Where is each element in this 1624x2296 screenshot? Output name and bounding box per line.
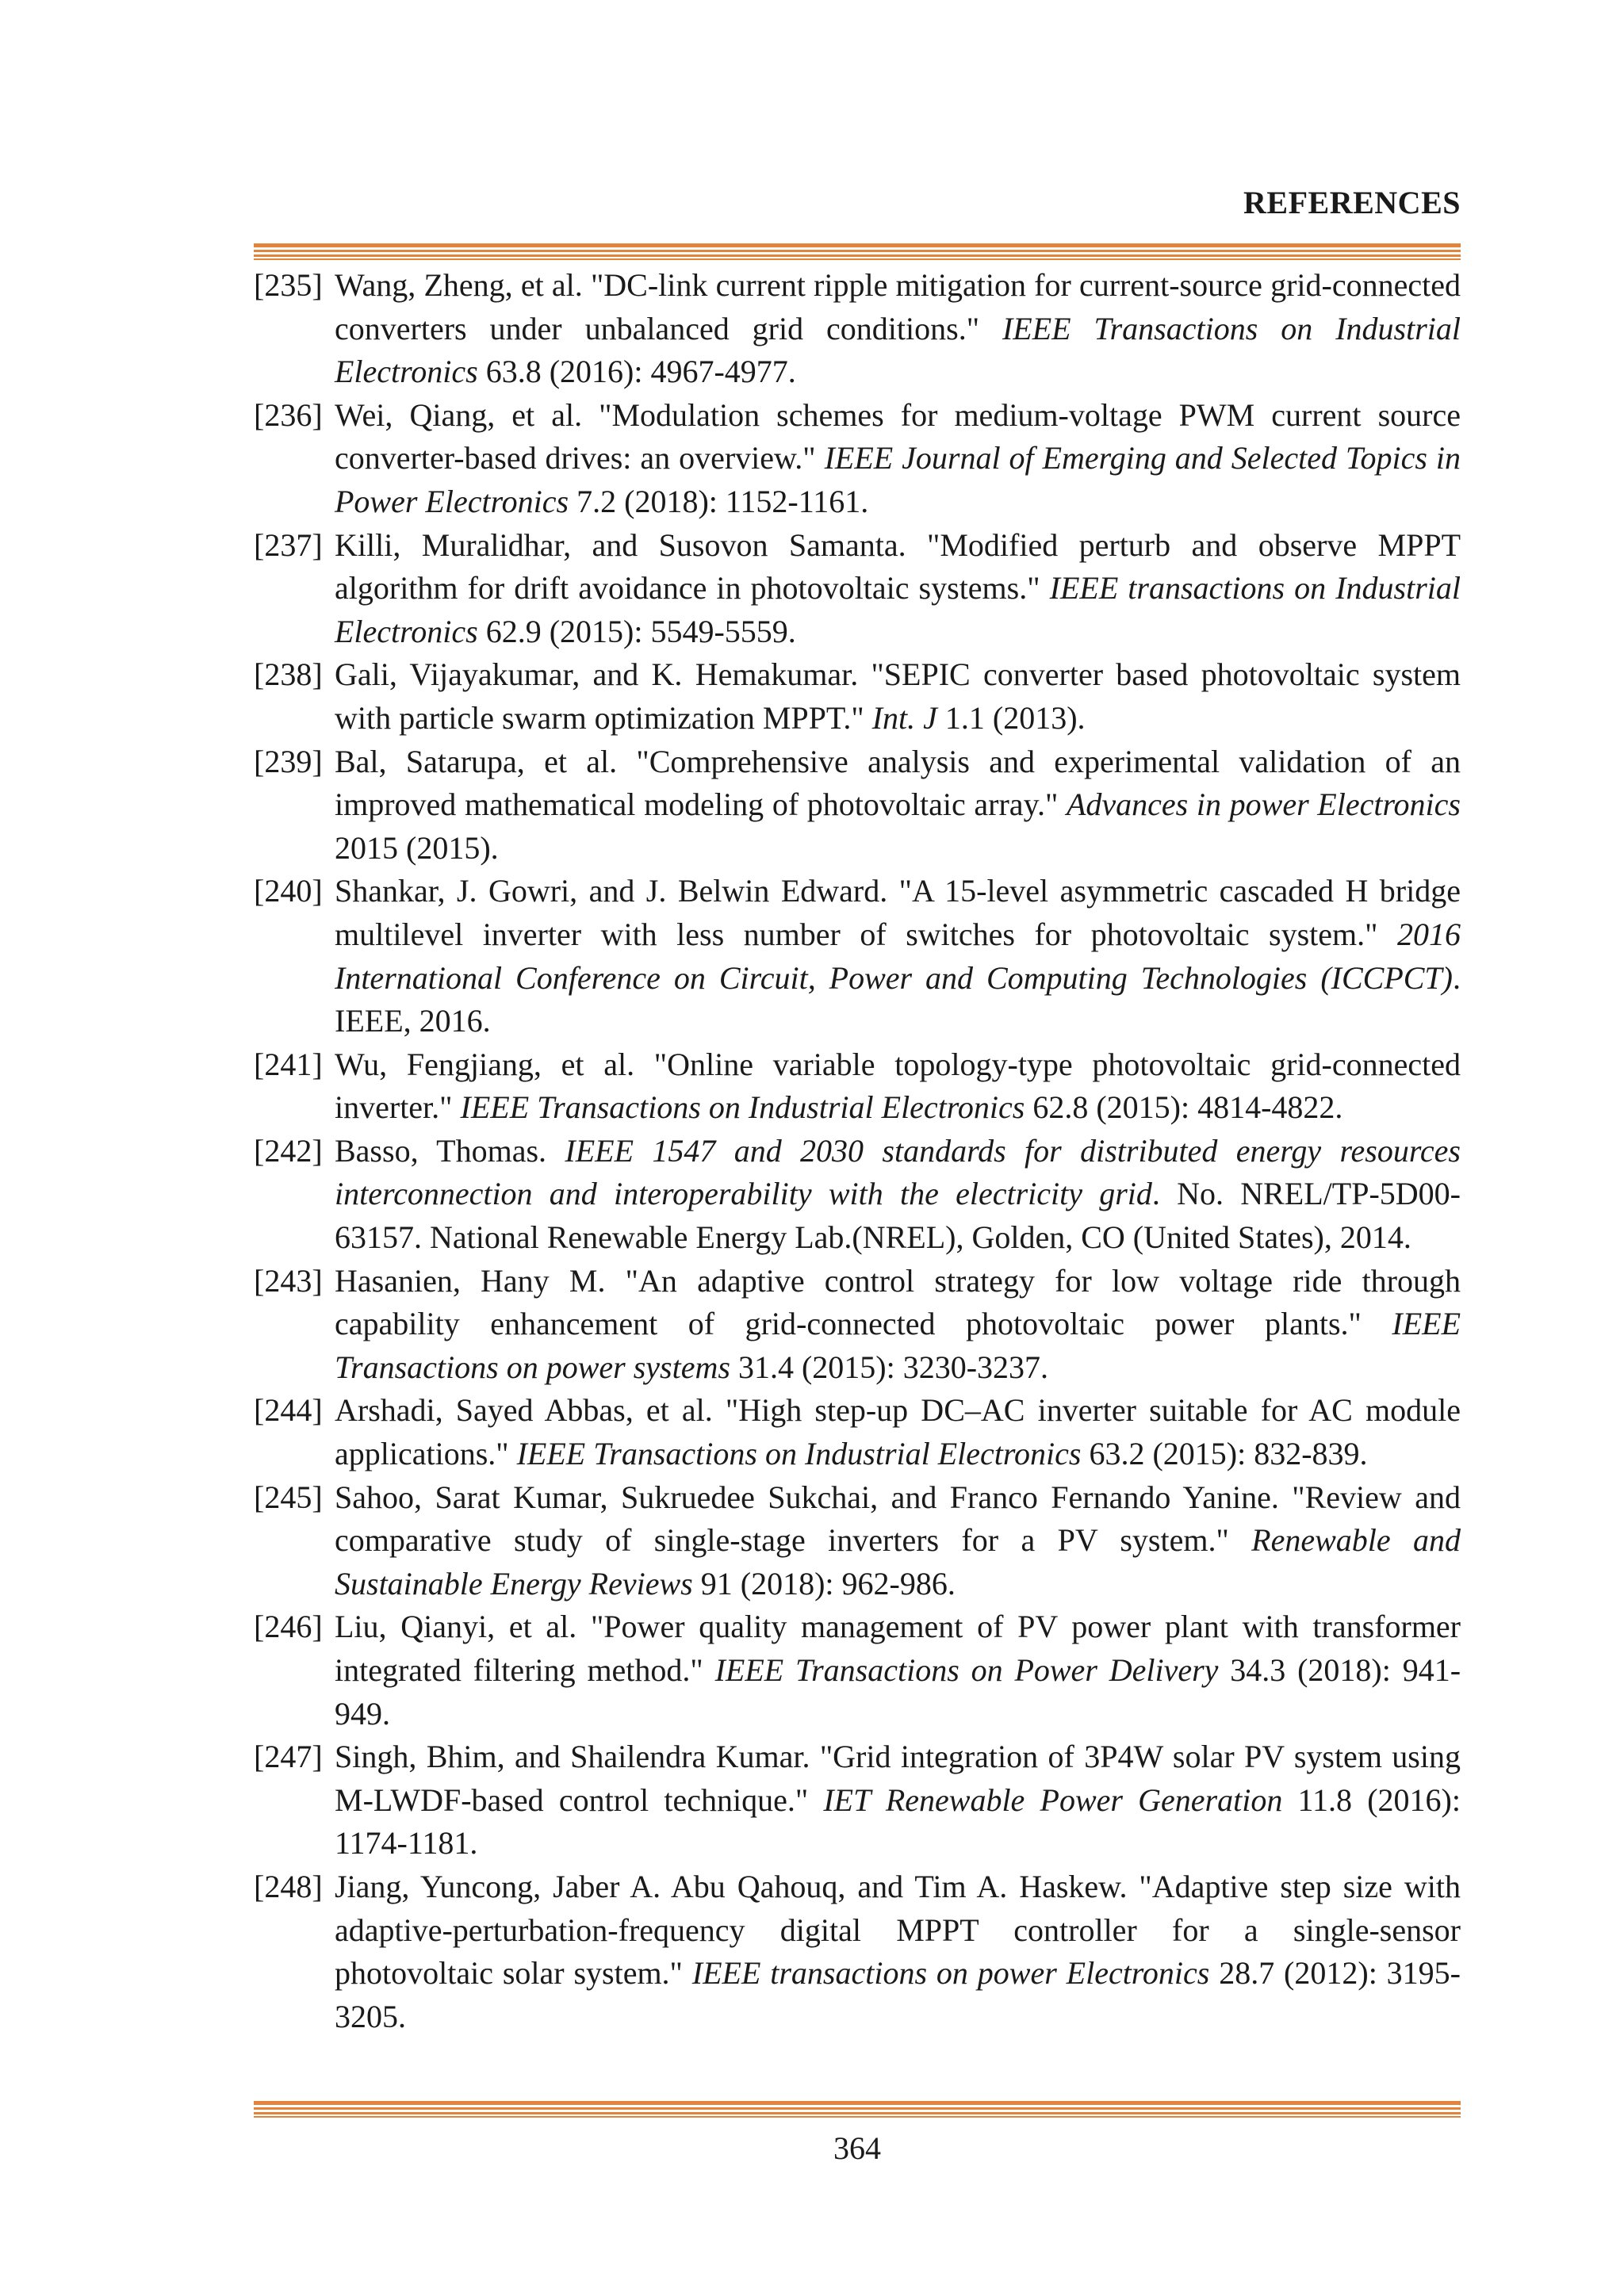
reference-details: 63.8 (2016): 4967-4977. xyxy=(477,354,796,390)
reference-number: [239] xyxy=(254,743,323,779)
reference-item xyxy=(254,524,1461,654)
reference-text xyxy=(335,527,1461,649)
reference-item xyxy=(254,1476,1461,1606)
reference-authors-title: Wu, Fengjiang, et al. "Online variable topology-type photovoltaic grid-connected inverter." xyxy=(335,1046,1461,1126)
reference-authors-title: Arshadi, Sayed Abbas, et al. "High step-up DC–AC inverter suitable for AC module applications." xyxy=(335,1392,1461,1472)
header-divider-rule xyxy=(254,243,1461,261)
reference-text xyxy=(335,1479,1461,1601)
reference-text xyxy=(335,267,1461,389)
page-number: 364 xyxy=(833,2130,881,2166)
reference-details: 1.1 (2013). xyxy=(936,699,1086,736)
reference-details: 2015 (2015). xyxy=(335,829,499,866)
footer-divider-rule xyxy=(254,2101,1461,2118)
reference-venue: IEEE Journal of Emerging and Selected Topics in Power Electronics xyxy=(335,440,1461,519)
reference-venue: IEEE transactions on Industrial Electronics xyxy=(335,570,1461,649)
reference-venue: IEEE Transactions on Industrial Electronics xyxy=(335,310,1461,390)
reference-item xyxy=(254,1043,1461,1130)
reference-authors-title: Gali, Vijayakumar, and K. Hemakumar. "SEPIC converter based photovoltaic system with particle swarm optimization MPPT." xyxy=(335,656,1461,736)
reference-details: 91 (2018): 962-986. xyxy=(692,1565,956,1601)
reference-authors-title: Jiang, Yuncong, Jaber A. Abu Qahouq, and Tim A. Haskew. "Adaptive step size with adaptive-perturbation-frequency digital MPPT controller for a single-sensor photovoltaic solar system." xyxy=(335,1868,1461,1992)
reference-text xyxy=(335,1392,1461,1471)
reference-details: 28.7 (2012): 3195-3205. xyxy=(335,1955,1461,2034)
reference-venue: Renewable and Sustainable Energy Reviews xyxy=(335,1522,1461,1601)
reference-text xyxy=(335,397,1461,519)
reference-authors-title: Hasanien, Hany M. "An adaptive control strategy for low voltage ride through capability enhancement of grid-connected photovoltaic power plants." xyxy=(335,1262,1461,1342)
reference-item xyxy=(254,740,1461,871)
reference-details: 62.9 (2015): 5549-5559. xyxy=(477,613,796,649)
reference-details: 62.8 (2015): 4814-4822. xyxy=(1025,1089,1343,1126)
reference-item xyxy=(254,264,1461,394)
reference-authors-title: Bal, Satarupa, et al. "Comprehensive analysis and experimental validation of an improved mathematical modeling of photovoltaic array." xyxy=(335,743,1461,823)
reference-venue: IEEE 1547 and 2030 standards for distributed energy resources interconnection and interoperability with the electricity grid xyxy=(335,1132,1461,1212)
reference-item xyxy=(254,1866,1461,2038)
reference-number: [235] xyxy=(254,267,323,303)
reference-item xyxy=(254,1389,1461,1475)
reference-number: [241] xyxy=(254,1046,323,1082)
reference-details: 63.2 (2015): 832-839. xyxy=(1081,1436,1368,1472)
reference-text xyxy=(335,1133,1461,1255)
reference-authors-title: Liu, Qianyi, et al. "Power quality management of PV power plant with transformer integrated filtering method." xyxy=(335,1609,1461,1688)
reference-authors-title: Shankar, J. Gowri, and J. Belwin Edward. "A 15-level asymmetric cascaded H bridge multilevel inverter with less number of switches for photovoltaic system." xyxy=(335,873,1461,952)
page-header-title: REFERENCES xyxy=(1243,185,1461,220)
reference-text xyxy=(335,1047,1461,1126)
reference-number: [237] xyxy=(254,526,323,563)
reference-venue: IEEE Transactions on power systems xyxy=(335,1306,1461,1385)
reference-venue: IEEE Transactions on Industrial Electronics xyxy=(516,1436,1082,1472)
reference-list xyxy=(254,264,1461,2038)
reference-item xyxy=(254,1260,1461,1390)
reference-authors-title: Basso, Thomas. xyxy=(335,1132,565,1169)
reference-authors-title: Sahoo, Sarat Kumar, Sukruedee Sukchai, and Franco Fernando Yanine. "Review and comparative study of single-stage inverters for a PV system." xyxy=(335,1479,1461,1559)
reference-venue: Int. J xyxy=(871,699,937,736)
reference-number: [247] xyxy=(254,1739,323,1775)
reference-number: [245] xyxy=(254,1479,323,1515)
reference-details: 31.4 (2015): 3230-3237. xyxy=(730,1349,1049,1385)
reference-venue: Advances in power Electronics xyxy=(1066,786,1461,823)
reference-venue: IEEE transactions on power Electronics xyxy=(691,1955,1210,1992)
reference-item xyxy=(254,1130,1461,1260)
reference-authors-title: Killi, Muralidhar, and Susovon Samanta. "Modified perturb and observe MPPT algorithm for drift avoidance in photovoltaic systems." xyxy=(335,526,1461,607)
reference-text xyxy=(335,744,1461,866)
reference-number: [248] xyxy=(254,1868,323,1904)
reference-details: . IEEE, 2016. xyxy=(335,959,1461,1039)
reference-venue: IET Renewable Power Generation xyxy=(823,1781,1283,1818)
reference-item xyxy=(254,394,1461,524)
reference-item xyxy=(254,1605,1461,1735)
reference-venue: IEEE Transactions on Industrial Electronics xyxy=(460,1089,1025,1126)
reference-authors-title: Singh, Bhim, and Shailendra Kumar. "Grid integration of 3P4W solar PV system using M-LWDF-based control technique." xyxy=(335,1739,1461,1818)
reference-text xyxy=(335,873,1461,1039)
reference-venue: IEEE Transactions on Power Delivery xyxy=(714,1652,1219,1688)
reference-number: [246] xyxy=(254,1609,323,1645)
reference-number: [244] xyxy=(254,1392,323,1429)
reference-details: 7.2 (2018): 1152-1161. xyxy=(569,483,869,519)
reference-details: 34.3 (2018): 941-949. xyxy=(335,1652,1461,1732)
reference-details: 11.8 (2016): 1174-1181. xyxy=(335,1781,1461,1862)
reference-details: . No. NREL/TP-5D00-63157. National Renewable Energy Lab.(NREL), Golden, CO (United States), 2014. xyxy=(335,1176,1461,1256)
reference-item xyxy=(254,870,1461,1043)
reference-number: [243] xyxy=(254,1262,323,1299)
reference-number: [238] xyxy=(254,656,323,693)
reference-text xyxy=(335,1739,1461,1861)
reference-text xyxy=(335,1609,1461,1731)
reference-item xyxy=(254,653,1461,740)
reference-venue: 2016 International Conference on Circuit, Power and Computing Technologies (ICCPCT) xyxy=(335,916,1461,996)
reference-number: [236] xyxy=(254,396,323,433)
reference-item xyxy=(254,1735,1461,1866)
reference-number: [242] xyxy=(254,1132,323,1169)
reference-text xyxy=(335,1869,1461,2034)
reference-authors-title: Wang, Zheng, et al. "DC-link current ripple mitigation for current-source grid-connected converters under unbalanced grid conditions." xyxy=(335,267,1461,346)
reference-authors-title: Wei, Qiang, et al. "Modulation schemes for medium-voltage PWM current source converter-based drives: an overview." xyxy=(335,396,1461,476)
reference-text xyxy=(335,656,1461,736)
reference-text xyxy=(335,1263,1461,1385)
reference-number: [240] xyxy=(254,873,323,909)
